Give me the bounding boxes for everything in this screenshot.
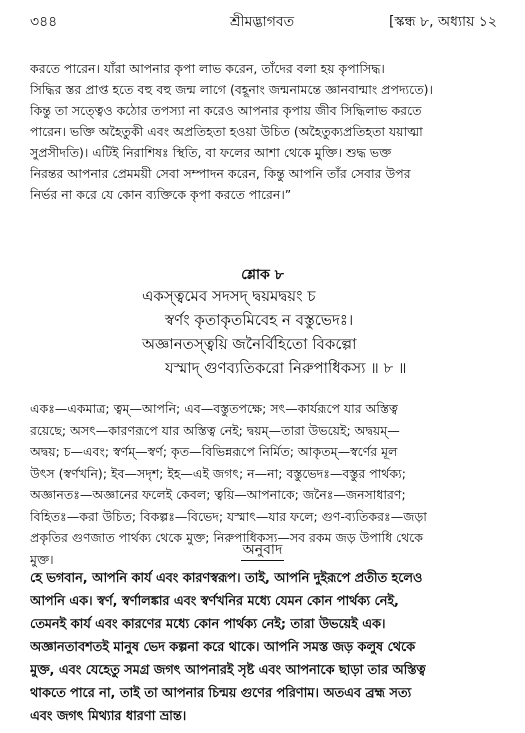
synonym-line: প্রকৃতির গুণজাত পার্থক্য থেকে মুক্ত; নিরুপাধিকস্য—সব রকম জড় উপাধি থেকে — [30, 530, 423, 545]
synonym-line: মুক্ত। — [30, 551, 54, 567]
translation-line: এবং জগৎ মিথ্যার ধারণা ভ্রান্ত। — [30, 709, 187, 724]
book-title: শ্রীমদ্ভাগবত — [230, 14, 295, 30]
synonym-line: অদ্বয়; চ—এবং; স্বর্ণম্—স্বর্ণ; কৃত—বিভিন্নরূপে নির্মিত; আকৃতম্—স্বর্ণের মূল — [30, 444, 398, 459]
purport-line: পারেন। ভক্তি অহৈতুকী এবং অপ্রতিহতা হওয়া উচিত (অহৈতুক্যপ্রতিহতা যয়াত্মা — [30, 124, 423, 139]
translation-title-text: অনুবাদ — [241, 542, 285, 561]
translation-line: আপনি এক। স্বর্ণ, স্বর্ণালঙ্কার এবং স্বর্ণখনির মধ্যে যেমন কোন পার্থক্য নেই, — [30, 594, 399, 609]
verse-line: যস্মাদ্ গুণব্যতিকরো নিরুপাধিকস্য ॥ ৮ ॥ — [165, 359, 407, 377]
translation-paragraph — [30, 567, 498, 728]
translation-title — [0, 538, 525, 562]
synonym-line: রয়েছে; অসৎ—কারণরূপে যার অস্তিত্ব নেই; দ্বয়ম্—তারা উভয়েই; অদ্বয়ম্— — [30, 422, 400, 438]
purport-line: করতে পারেন। যাঁরা আপনার কৃপা লাভ করেন, তাঁদের বলা হয় কৃপাসিদ্ধ। — [30, 61, 385, 76]
synonym-line: উৎস (স্বর্ণখনি); ইব—সদৃশ; ইহ—এই জগৎ; ন—না; বস্তুভেদঃ—বস্তুর পার্থক্য; — [30, 465, 406, 481]
purport-line: নির্ভর না করে যে কোন ব্যক্তিকে কৃপা করতে পারেন।” — [30, 187, 292, 202]
verse-line: স্বর্ণং কৃতাকৃতমিবেহ ন বস্তুভেদঃ। — [165, 311, 354, 329]
purport-line: সিদ্ধির স্তর প্রাপ্ত হতে বহু বহু জন্ম লাগে (বহূনাং জন্মনামন্তে জ্ঞানবান্মাং প্রপদ্যতে)। — [30, 82, 433, 97]
verse-title: শ্লোক ৮ — [241, 267, 284, 283]
synonym-line: বিহিতঃ—করা উচিত; বিকল্পঃ—বিভেদ; যস্মাৎ—যার ফলে; গুণ-ব্যতিকরঃ—জড়া — [30, 508, 427, 524]
translation-line: হে ভগবান, আপনি কার্য এবং কারণস্বরূপ। তাই, আপনি দুইরূপে প্রতীত হলেও — [30, 571, 423, 586]
purport-paragraph — [30, 58, 498, 205]
translation-line: মুক্ত, এবং যেহেতু সমগ্র জগৎ আপনারই সৃষ্ট এবং আপনাকে ছাড়া তার অস্তিত্ব — [30, 663, 426, 678]
purport-line: নিরন্তর আপনার প্রেমময়ী সেবা সম্পাদন করেন, কিন্তু আপনি তাঁর সেবার উপর — [30, 166, 411, 181]
synonym-line: অজ্ঞানতঃ—অজ্ঞানের ফলেই কেবল; ত্বয়ি—আপনাকে; জনৈঃ—জনসাধারণ; — [30, 487, 406, 502]
purport-line: কিন্তু তা সত্ত্বেও কঠোর তপস্যা না করেও আপনার কৃপায় জীব সিদ্ধিলাভ করতে — [30, 103, 422, 118]
purport-line: সুপ্রসীদতি)। এটিই নিরাশিষঃ স্থিতি, বা ফলের আশা থেকে মুক্তি। শুদ্ধ ভক্ত — [30, 145, 392, 160]
synonym-line: একঃ—একমাত্র; ত্বম্—আপনি; এব—বস্তুতপক্ষে; সৎ—কার্যরূপে যার অস্তিত্ব — [30, 401, 398, 416]
translation-line: অজ্ঞানতাবশতই মানুষ ভেদ কল্পনা করে থাকে। আপনি সমস্ত জড় কলুষ থেকে — [30, 640, 416, 655]
verse-block — [0, 284, 525, 380]
verse-line: একস্ত্বমেব সদসদ্ দ্বয়মদ্বয়ং চ — [142, 287, 316, 305]
verse-line: অজ্ঞানতস্ত্বয়ি জনৈর্বিহিতো বিকল্পো — [142, 335, 357, 353]
translation-line: থাকতে পারে না, তাই তা আপনার চিন্ময় গুণের পরিণাম। অতএব ব্রহ্ম সত্য — [30, 686, 412, 701]
translation-line: তেমনই কার্য এবং কারণের মধ্যে কোন পার্থক্য নেই; তারা উভয়েই এক। — [30, 617, 386, 632]
page-header — [30, 8, 497, 32]
section-reference: [স্কন্ধ ৮, অধ্যায় ১২ — [388, 14, 497, 30]
page-number: ৩৪৪ — [30, 14, 58, 30]
